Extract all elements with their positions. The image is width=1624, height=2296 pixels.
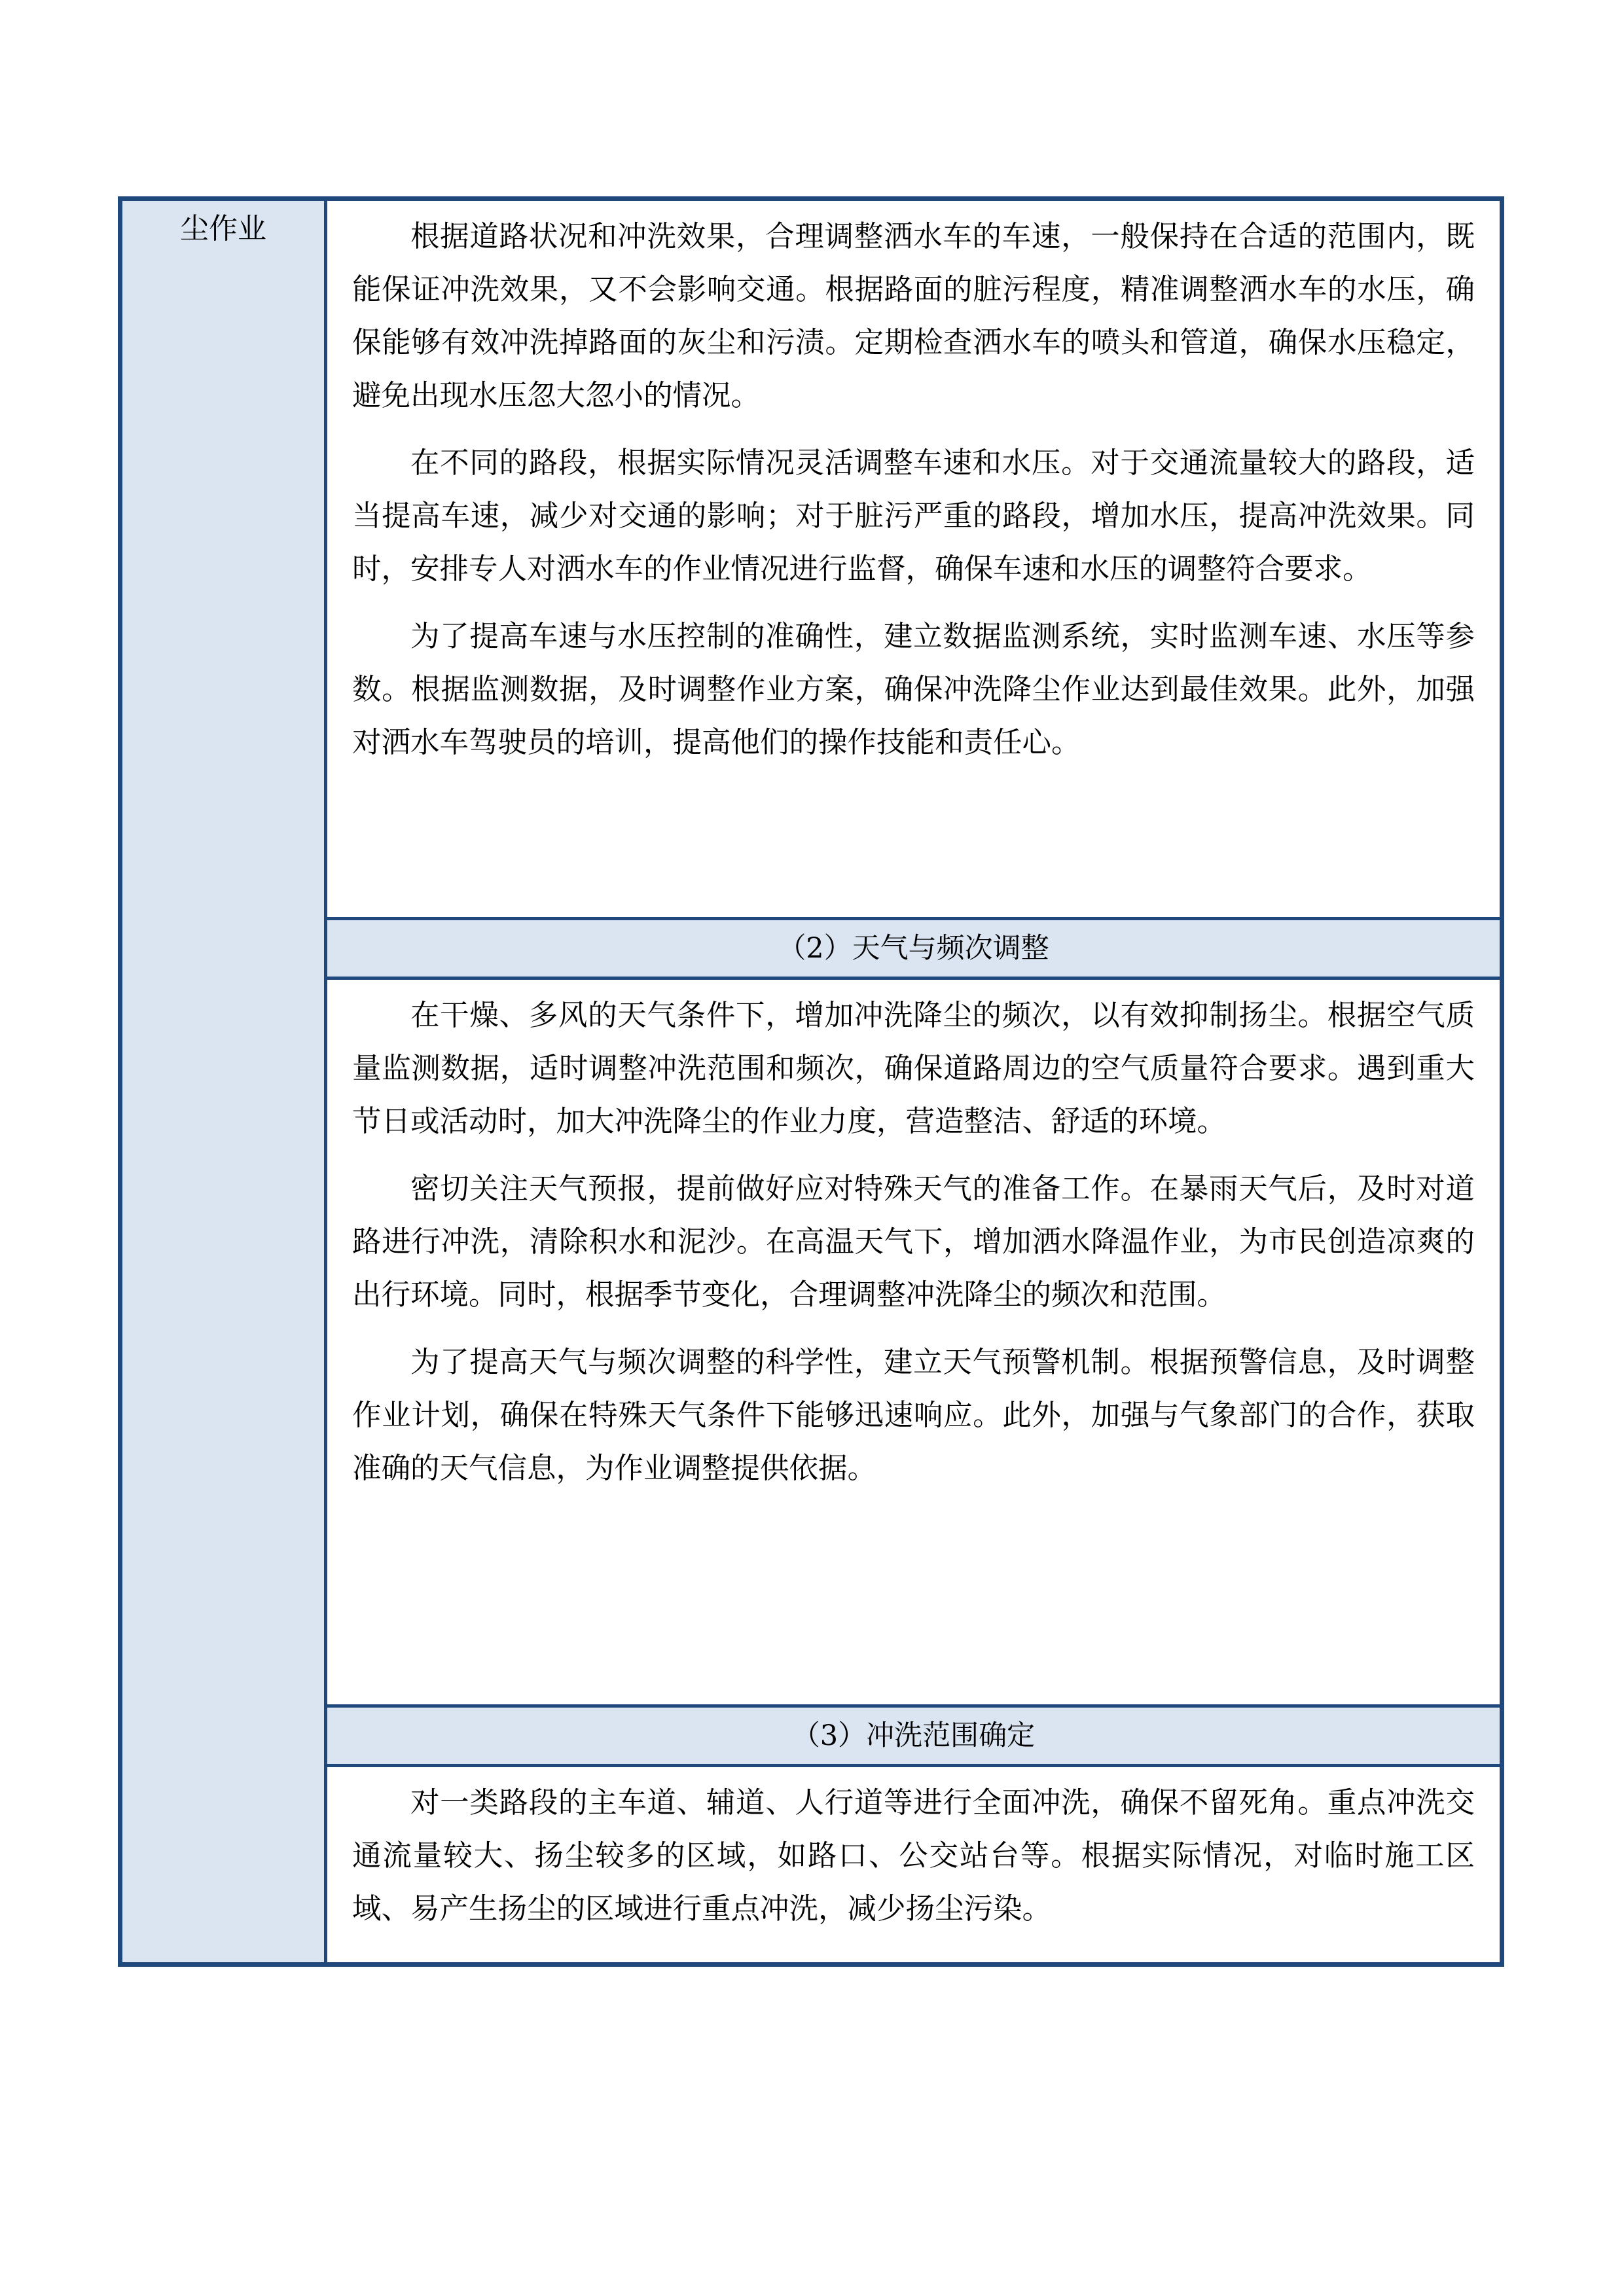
paragraph: 为了提高车速与水压控制的准确性，建立数据监测系统，实时监测车速、水压等参数。根据监测数据，及时调整作业方案，确保冲洗降尘作业达到最佳效果。此外，加强对洒水车驾驶员的培训，提高他们的操作技能和责任心。 bbox=[352, 620, 1475, 759]
paragraph: 根据道路状况和冲洗效果，合理调整洒水车的车速，一般保持在合适的范围内，既能保证冲洗效果，又不会影响交通。根据路面的脏污程度，精准调整洒水车的水压，确保能够有效冲洗掉路面的灰尘和污渍。定期检查洒水车的喷头和管道，确保水压稳定，避免出现水压忽大忽小的情况。 bbox=[352, 220, 1475, 412]
category-label: 尘作业 bbox=[180, 212, 266, 245]
section-header-wash-scope: （3）冲洗范围确定 bbox=[327, 1704, 1500, 1767]
paragraph: 在干燥、多风的天气条件下，增加冲洗降尘的频次，以有效抑制扬尘。根据空气质量监测数据，适时调整冲洗范围和频次，确保道路周边的空气质量符合要求。遇到重大节日或活动时，加大冲洗降尘的作业力度，营造整洁、舒适的环境。 bbox=[352, 999, 1475, 1138]
section-header-weather-frequency: （2）天气与频次调整 bbox=[327, 917, 1500, 980]
paragraph: 密切关注天气预报，提前做好应对特殊天气的准备工作。在暴雨天气后，及时对道路进行冲洗，清除积水和泥沙。在高温天气下，增加洒水降温作业，为市民创造凉爽的出行环境。同时，根据季节变化，合理调整冲洗降尘的频次和范围。 bbox=[352, 1172, 1475, 1312]
speed-pressure-section bbox=[327, 201, 1500, 917]
paragraph: 对一类路段的主车道、辅道、人行道等进行全面冲洗，确保不留死角。重点冲洗交通流量较大、扬尘较多的区域，如路口、公交站台等。根据实际情况，对临时施工区域、易产生扬尘的区域进行重点冲洗，减少扬尘污染。 bbox=[352, 1786, 1475, 1926]
paragraph: 在不同的路段，根据实际情况灵活调整车速和水压。对于交通流量较大的路段，适当提高车速，减少对交通的影响；对于脏污严重的路段，增加水压，提高冲洗效果。同时，安排专人对洒水车的作业情况进行监督，确保车速和水压的调整符合要求。 bbox=[352, 446, 1475, 586]
content-table bbox=[118, 196, 1504, 1967]
category-column bbox=[122, 201, 327, 1962]
paragraph: 为了提高天气与频次调整的科学性，建立天气预警机制。根据预警信息，及时调整作业计划，确保在特殊天气条件下能够迅速响应。此外，加强与气象部门的合作，获取准确的天气信息，为作业调整提供依据。 bbox=[352, 1346, 1475, 1485]
wash-scope-section bbox=[327, 1767, 1500, 1962]
weather-frequency-section bbox=[327, 980, 1500, 1704]
content-column bbox=[327, 201, 1500, 1962]
